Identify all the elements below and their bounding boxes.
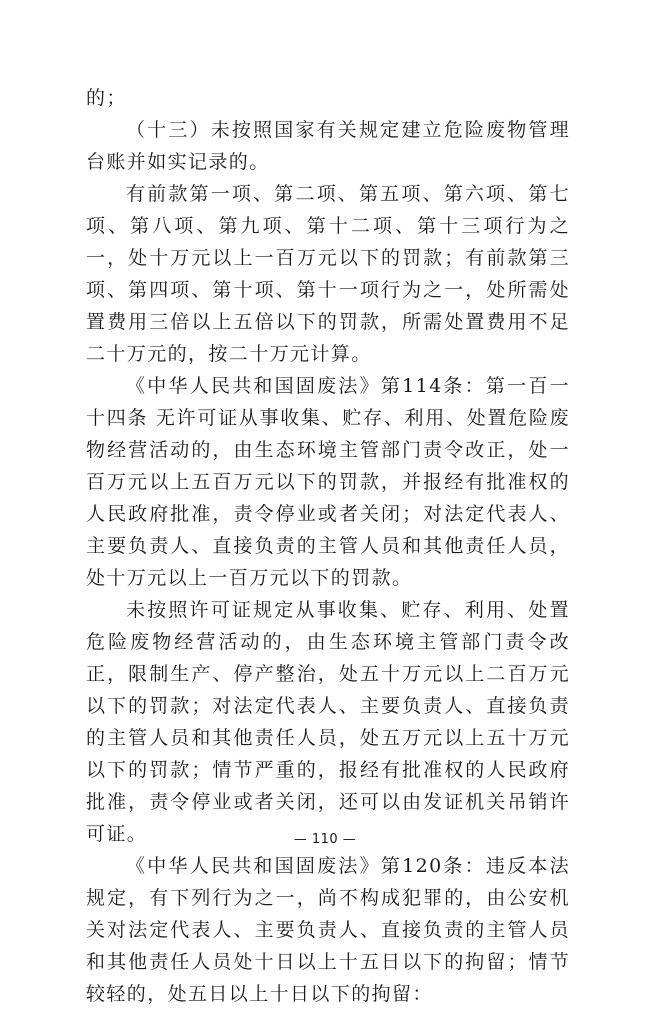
- paragraph-article-120: 《中华人民共和国固废法》第120条：违反本法规定，有下列行为之一，尚不构成犯罪的，由公安机关对法定代表人、主要负责人、直接负责的主管人员和其他责任人员处十日以上十五日以下的拘留；情节较轻的，处五日以上十日以下的拘留：: [86, 855, 570, 1005]
- paragraph-article-114: 《中华人民共和国固废法》第114条：第一百一十四条 无许可证从事收集、贮存、利用、处置危险废物经营活动的，由生态环境主管部门责令改正，处一百万元以上五百万元以下的罚款，并报经有批准权的人民政府批准，责令停业或者关闭；对法定代表人、主要负责人、直接负责的主管人员和其他责任人员，处十万元以上一百万元以下的罚款。: [86, 375, 570, 589]
- paragraph-item-13: （十三）未按照国家有关规定建立危险废物管理台账并如实记录的。: [86, 119, 570, 173]
- paragraph-penalty-clause: 有前款第一项、第二项、第五项、第六项、第七项、第八项、第九项、第十二项、第十三项行为之一，处十万元以上一百万元以下的罚款；有前款第三项、第四项、第十项、第十一项行为之一，处所需处置费用三倍以上五倍以下的罚款，所需处置费用不足二十万元的，按二十万元计算。: [86, 183, 570, 365]
- page-number: — 110 —: [293, 832, 357, 847]
- paragraph-continuation: 的；: [86, 87, 127, 109]
- paragraph-license-violation: 未按照许可证规定从事收集、贮存、利用、处置危险废物经营活动的，由生态环境主管部门责令改正，限制生产、停产整治，处五十万元以上二百万元以下的罚款；对法定代表人、主要负责人、直接负责的主管人员和其他责任人员，处五万元以上五十万元以下的罚款；情节严重的，报经有批准权的人民政府批准，责令停业或者关闭，还可以由发证机关吊销许可证。: [86, 599, 570, 845]
- document-page: [86, 82, 570, 1010]
